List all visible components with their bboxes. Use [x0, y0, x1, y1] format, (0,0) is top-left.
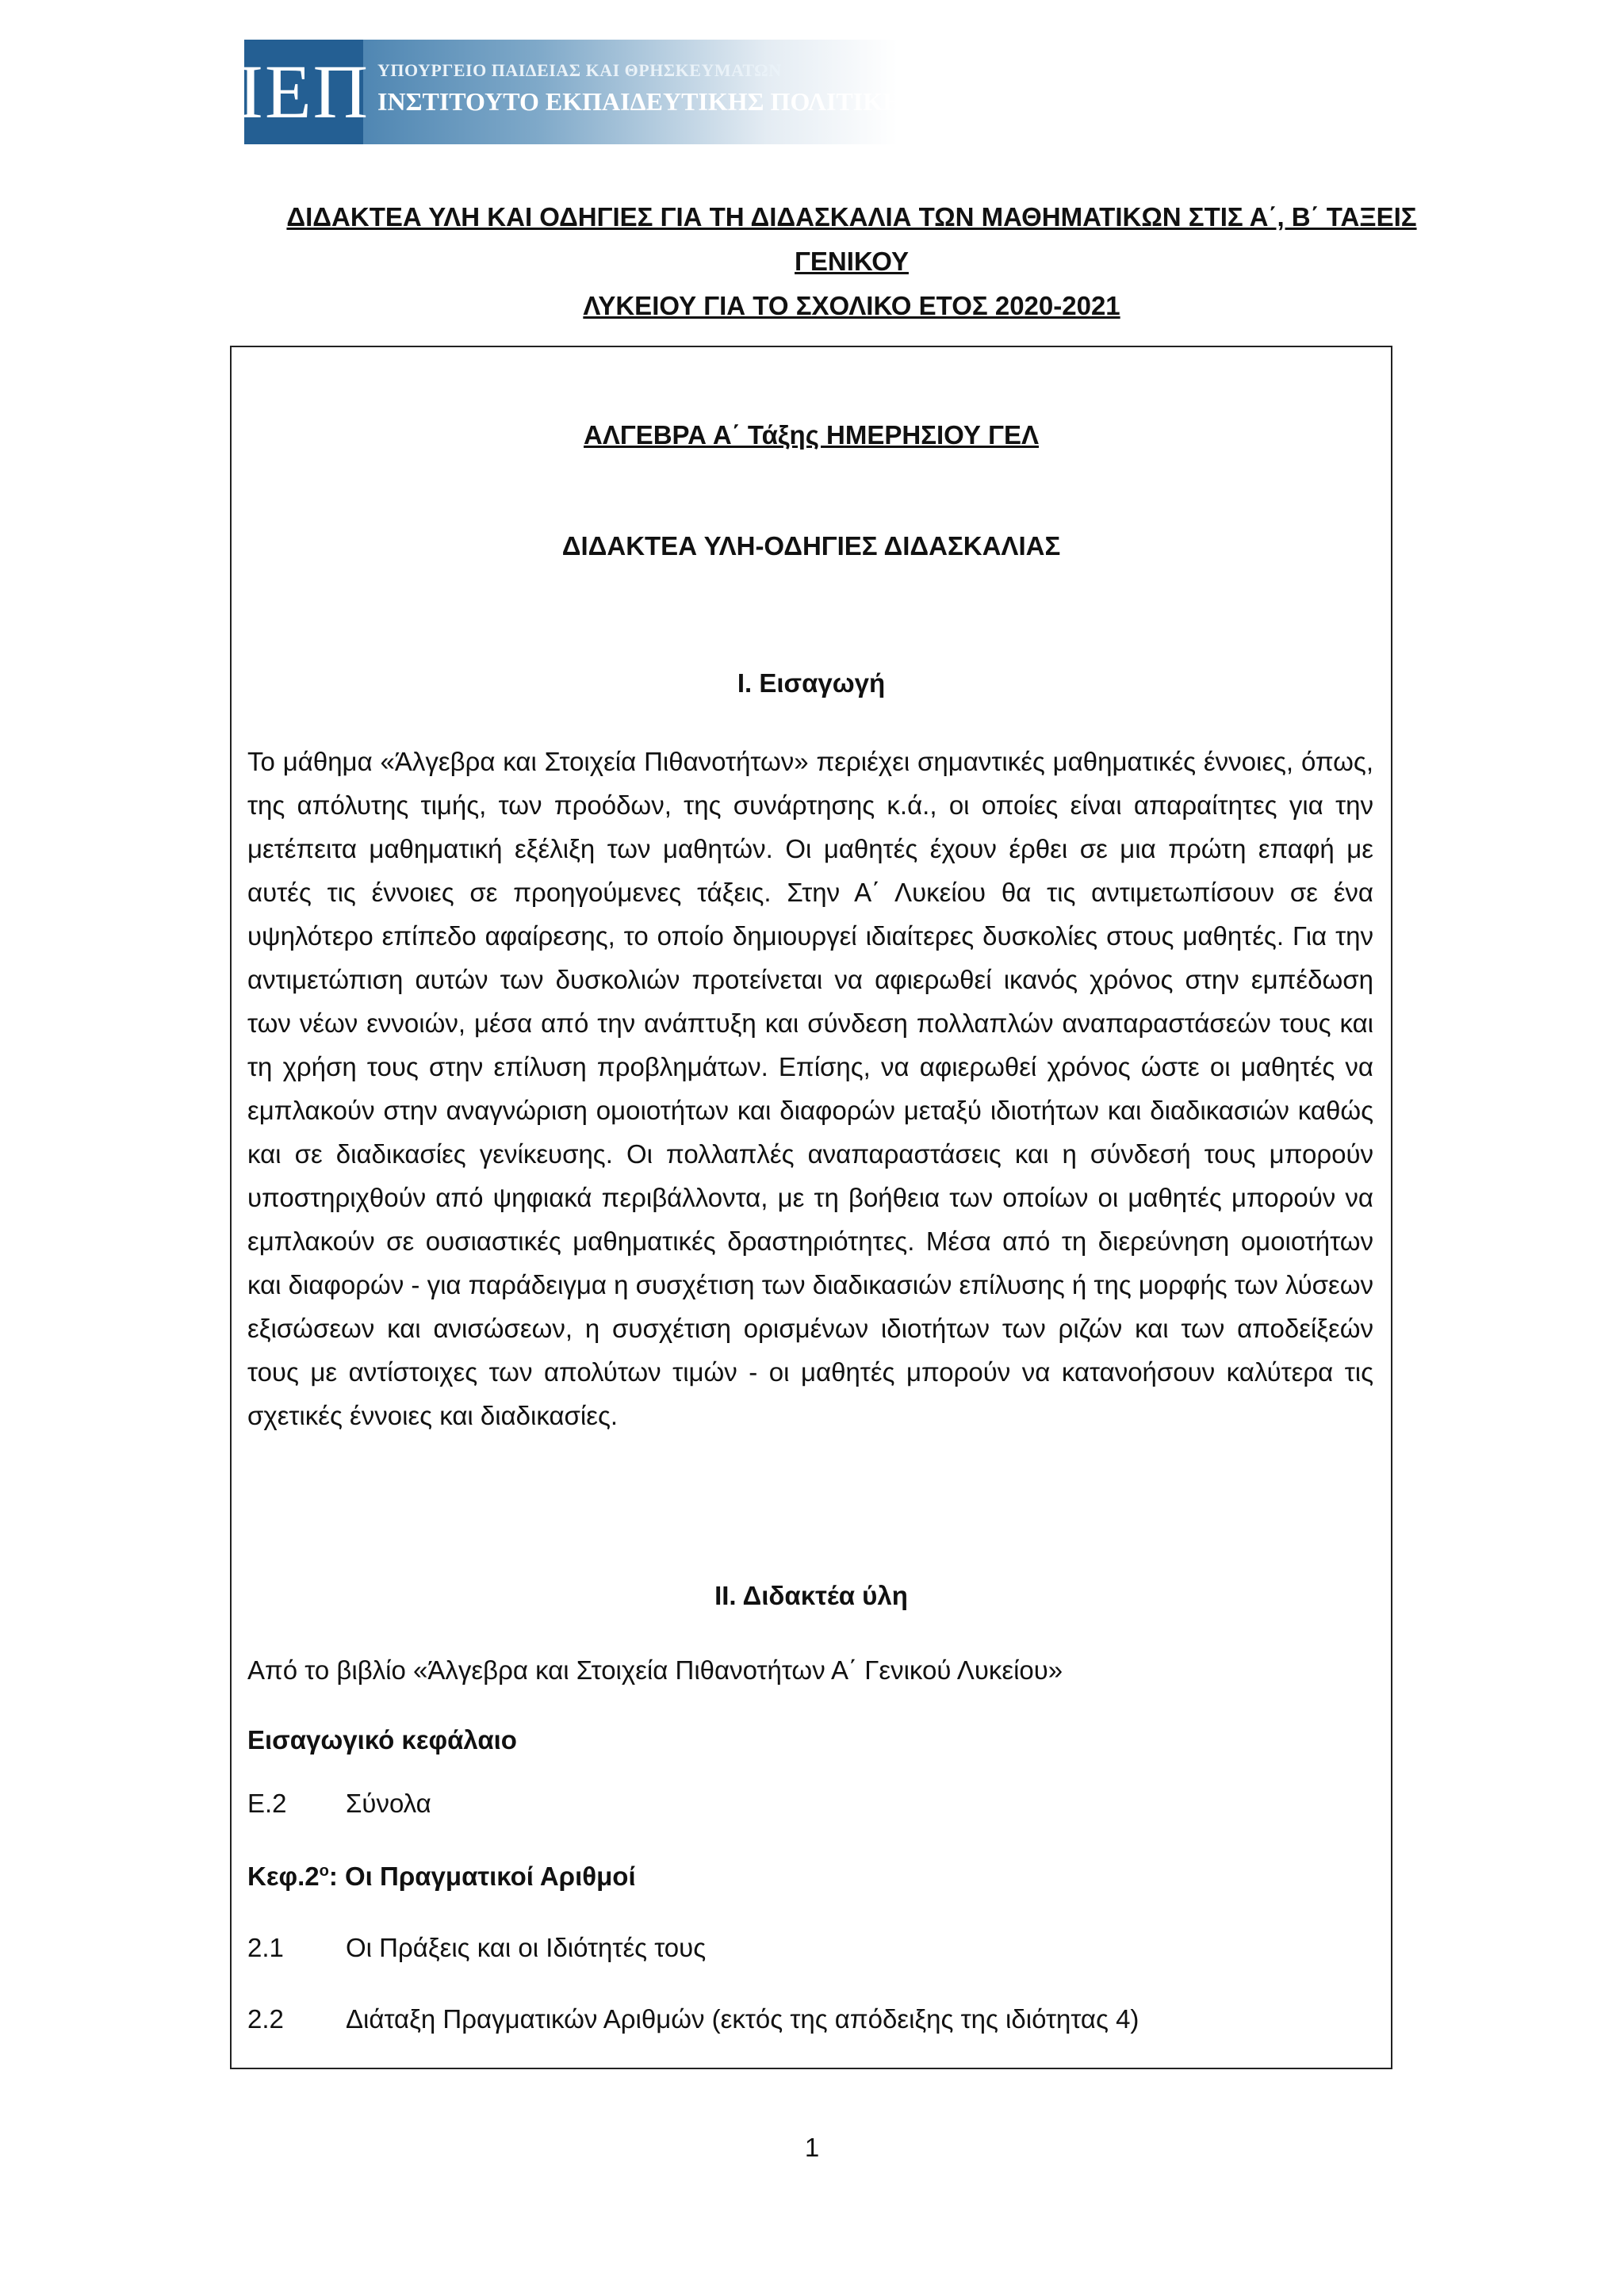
chapter2-title: : Οι Πραγματικοί Αριθμοί [328, 1862, 636, 1891]
logo-mark-text: ΙΕΠ [238, 49, 370, 134]
logo-mark [238, 40, 370, 144]
institute-logo [238, 40, 919, 144]
list-item-number: 2.2 [247, 2004, 284, 2034]
list-item-number: 2.1 [247, 1933, 284, 1962]
section2-title: ΙΙ. Διδακτέα ύλη [714, 1581, 908, 1610]
chapter2-heading [247, 1862, 636, 1892]
guidelines-heading: ΔΙΔΑΚΤΕΑ ΥΛΗ-ΟΔΗΓΙΕΣ ΔΙΔΑΣΚΑΛΙΑΣ [561, 531, 1061, 561]
logo-text [377, 60, 919, 117]
subject-heading: ΑΛΓΕΒΡΑ Α΄ Τάξης ΗΜΕΡΗΣΙΟΥ ΓΕΛ [584, 420, 1039, 450]
document-title-line1: ΔΙΔΑΚΤΕΑ ΥΛΗ ΚΑΙ ΟΔΗΓΙΕΣ ΓΙΑ ΤΗ ΔΙΔΑΣΚΑΛΙΑ ΤΩΝ ΜΑΘΗΜΑΤΙΚΩΝ ΣΤΙΣ Α΄, Β΄ ΤΑΞΕΙΣ ΓΕΝΙΚΟΥ [286, 202, 1417, 276]
logo-name: ΙΝΣΤΙΤΟΥΤΟ ΕΚΠΑΙΔΕΥΤΙΚΗΣ ΠΟΛΙΤΙΚΗΣ [377, 87, 919, 116]
list-item-text: Οι Πράξεις και οι Ιδιότητές τους [346, 1933, 707, 1962]
section1-paragraph: Το μάθημα «Άλγεβρα και Στοιχεία Πιθανοτήτων» περιέχει σημαντικές μαθηματικές έννοιες, όπως, της απόλυτης τιμής, των προόδων, της συνάρτησης κ.ά., οι οποίες είναι απαραίτητες για την μετέπειτα μαθηματική εξέλιξη των μαθητών. Οι μαθητές έχουν έρθει σε μια πρώτη επαφή με αυτές τις έννοιες σε προηγούμενες τάξεις. Στην Α΄ Λυκείου θα τις αντιμετωπίσουν σε ένα υψηλότερο επίπεδο αφαίρεσης, το οποίο δημιουργεί ιδιαίτερες δυσκολίες στους μαθητές. Για την αντιμετώπιση αυτών των δυσκολιών προτείνεται να αφιερωθεί ικανός χρόνος στην εμπέδωση των νέων εννοιών, μέσα από την ανάπτυξη και σύνδεση πολλαπλών αναπαραστάσεών τους και τη χρήση τους στην επίλυση προβλημάτων. Επίσης, να αφιερωθεί χρόνος ώστε οι μαθητές να εμπλακούν στην αναγνώριση ομοιοτήτων και διαφορών μεταξύ ιδιοτήτων και διαδικασιών καθώς και σε διαδικασίες γενίκευσης. Οι πολλαπλές αναπαραστάσεις και η σύνδεσή τους μπορούν υποστηριχθούν από ψηφιακά περιβάλλοντα, με τη βοήθεια των οποίων οι μαθητές μπορούν να εμπλακούν σε ουσιαστικές μαθηματικές δραστηριότητες. Μέσα από τη διερεύνηση ομοιοτήτων και διαφορών - για παράδειγμα η συσχέτιση των διαδικασιών επίλυσης ή της μορφής των λύσεων εξισώσεων και ανισώσεων, η συσχέτιση ορισμένων ιδιοτήτων των ριζών και των αποδείξεών τους με αντίστοιχες των απολύτων τιμών - οι μαθητές μπορούν να κατανοήσουν καλύτερα τις σχετικές έννοιες και διαδικασίες. [247, 747, 1373, 1430]
chapter2-superscript: ο [319, 1862, 329, 1880]
list-item-text: Διάταξη Πραγματικών Αριθμών (εκτός της απόδειξης της ιδιότητας 4) [346, 2004, 1139, 2034]
document-title [238, 195, 1465, 328]
document-title-line2: ΛΥΚΕΙΟΥ ΓΙΑ ΤΟ ΣΧΟΛΙΚΟ ΕΤΟΣ 2020-2021 [583, 291, 1120, 320]
list-item-2-2 [247, 2004, 1139, 2034]
chapter2-prefix: Κεφ.2 [247, 1862, 320, 1891]
page-number: 1 [804, 2133, 820, 2162]
list-item-number: Ε.2 [247, 1789, 287, 1818]
content-box [230, 346, 1392, 2069]
list-item-text: Σύνολα [346, 1789, 431, 1818]
book-line: Από το βιβλίο «Άλγεβρα και Στοιχεία Πιθανοτήτων Α΄ Γενικού Λυκείου» [247, 1655, 1063, 1685]
intro-chapter-heading: Εισαγωγικό κεφάλαιο [247, 1725, 517, 1755]
list-item-e2 [247, 1789, 431, 1819]
logo-subtitle: ΥΠΟΥΡΓΕΙΟ ΠΑΙΔΕΙΑΣ ΚΑΙ ΘΡΗΣΚΕΥΜΑΤΩΝ [377, 60, 782, 80]
section1-title: Ι. Εισαγωγή [737, 668, 886, 698]
list-item-2-1 [247, 1933, 706, 1963]
